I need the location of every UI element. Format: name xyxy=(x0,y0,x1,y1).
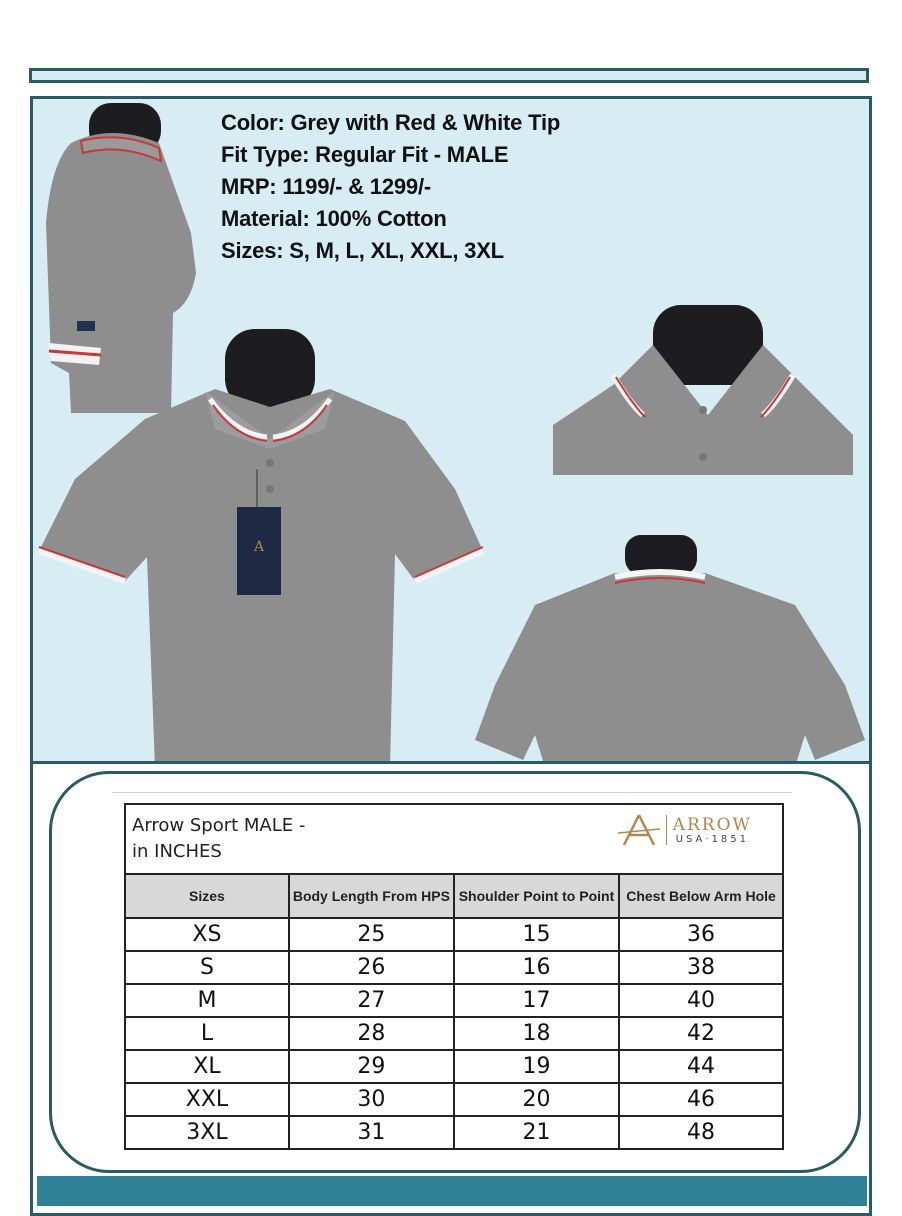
spec-color: Color: Grey with Red & White Tip xyxy=(221,110,561,135)
brand-name: ARROW xyxy=(672,814,752,835)
shoulder-cell: 16 xyxy=(454,951,619,984)
shirt-front-view-image xyxy=(35,329,487,764)
size-chart-table xyxy=(124,803,784,1150)
size-cell: XL xyxy=(125,1050,289,1083)
chest-cell: 38 xyxy=(619,951,783,984)
body-length-cell: 29 xyxy=(289,1050,454,1083)
chest-cell: 48 xyxy=(619,1116,783,1149)
chart-title-line2: in INCHES xyxy=(132,841,222,862)
size-cell: XXL xyxy=(125,1083,289,1116)
body-length-cell: 28 xyxy=(289,1017,454,1050)
chest-cell: 46 xyxy=(619,1083,783,1116)
size-cell: 3XL xyxy=(125,1116,289,1149)
brand-logo xyxy=(618,813,752,847)
body-length-cell: 30 xyxy=(289,1083,454,1116)
column-header-shoulder: Shoulder Point to Point xyxy=(454,874,619,918)
table-row xyxy=(125,918,783,951)
spec-material: Material: 100% Cotton xyxy=(221,206,447,231)
body-length-cell: 31 xyxy=(289,1116,454,1149)
shoulder-cell: 19 xyxy=(454,1050,619,1083)
table-row xyxy=(125,1083,783,1116)
bottom-accent-bar xyxy=(37,1176,867,1206)
chart-title-line1: Arrow Sport MALE - xyxy=(132,815,306,836)
spec-mrp: MRP: 1199/- & 1299/- xyxy=(221,174,431,199)
chest-cell: 44 xyxy=(619,1050,783,1083)
product-panel xyxy=(30,96,872,764)
table-row xyxy=(125,1116,783,1149)
table-row xyxy=(125,1050,783,1083)
column-header-chest: Chest Below Arm Hole xyxy=(619,874,783,918)
arrow-logo-icon xyxy=(618,813,660,847)
spec-fit: Fit Type: Regular Fit - MALE xyxy=(221,142,509,167)
body-length-cell: 25 xyxy=(289,918,454,951)
body-length-cell: 26 xyxy=(289,951,454,984)
top-accent-bar xyxy=(29,68,869,83)
size-cell: L xyxy=(125,1017,289,1050)
size-cell: XS xyxy=(125,918,289,951)
column-header-sizes: Sizes xyxy=(125,874,289,918)
brand-subtitle: USA·1851 xyxy=(675,833,750,845)
shoulder-cell: 15 xyxy=(454,918,619,951)
table-row xyxy=(125,984,783,1017)
product-specs xyxy=(221,107,560,267)
size-cell: M xyxy=(125,984,289,1017)
table-header-row xyxy=(125,874,783,918)
shoulder-cell: 18 xyxy=(454,1017,619,1050)
shirt-back-view-image xyxy=(475,535,865,764)
body-length-cell: 27 xyxy=(289,984,454,1017)
chest-cell: 40 xyxy=(619,984,783,1017)
table-title-row xyxy=(125,804,783,874)
table-row xyxy=(125,1017,783,1050)
shoulder-cell: 21 xyxy=(454,1116,619,1149)
spec-sizes: Sizes: S, M, L, XL, XXL, 3XL xyxy=(221,238,504,263)
chest-cell: 42 xyxy=(619,1017,783,1050)
chest-cell: 36 xyxy=(619,918,783,951)
collar-closeup-image xyxy=(553,305,853,475)
shoulder-cell: 20 xyxy=(454,1083,619,1116)
column-header-body-length: Body Length From HPS xyxy=(289,874,454,918)
shoulder-cell: 17 xyxy=(454,984,619,1017)
size-cell: S xyxy=(125,951,289,984)
table-row xyxy=(125,951,783,984)
svg-text:A: A xyxy=(253,539,265,555)
divider xyxy=(112,792,792,793)
